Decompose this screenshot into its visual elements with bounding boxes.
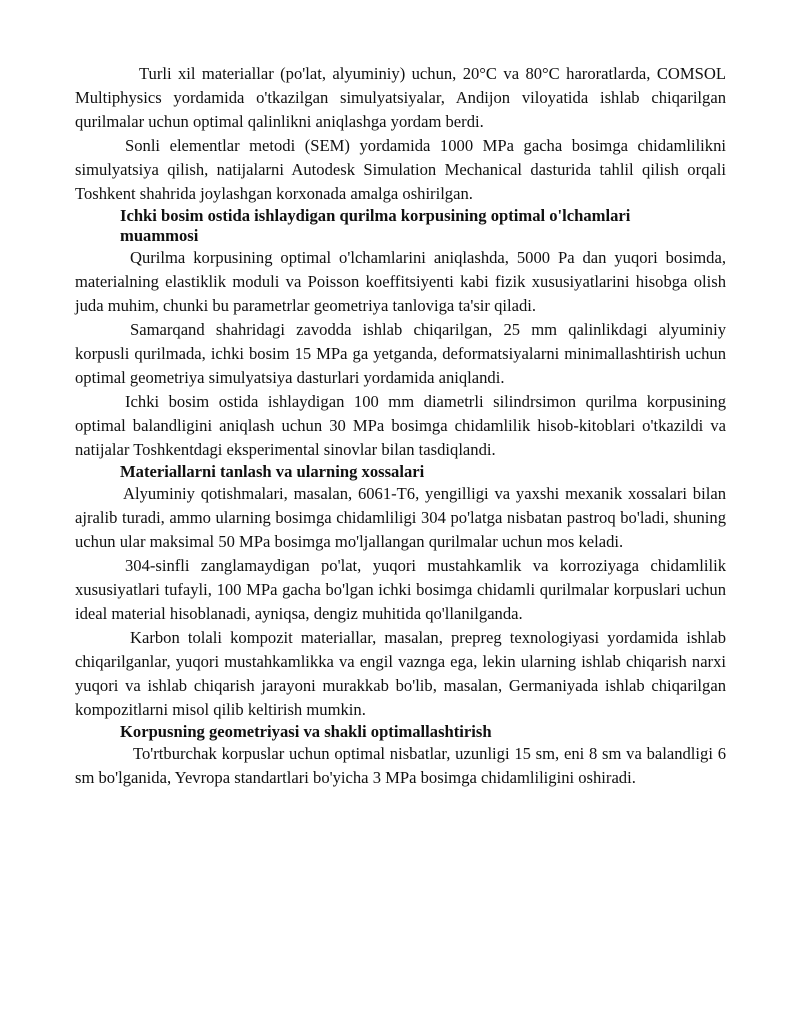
paragraph-simulation-comsol: Turli xil materiallar (po'lat, alyuminiy) uchun, 20°C va 80°C haroratlarda, COMSOL Multiphysics yordamida o'tkazilgan simulyatsiyalar, Andijon viloyatida ishlab chiqarilgan qurilmalar uchun optimal qalinlikni aniqlashga yordam berdi. [75, 64, 726, 131]
paragraph-fem-simulation: Sonli elementlar metodi (SEM) yordamida 1000 MPa gacha bosimga chidamlilikni simulyatsiya qilish, natijalarni Autodesk Simulation Mechanical dasturida tahlil qilish orqali Toshkent shahrida joylashgan korxonada amalga oshirilgan. [75, 136, 726, 203]
paragraph-cylindrical-housing: Ichki bosim ostida ishlaydigan 100 mm diametrli silindrsimon qurilma korpusining optimal balandligini aniqlash uchun 30 MPa bosimga chidamlilik hisob-kitoblari o'tkazildi va natijalar Toshkentdagi eksperimental sinovlar bilan tasdiqlandi. [75, 392, 726, 459]
section-heading-material-selection: Materiallarni tanlash va ularning xossalari [120, 462, 425, 481]
paragraph-elastic-properties: Qurilma korpusining optimal o'lchamlarini aniqlashda, 5000 Pa dan yuqori bosimda, materialning elastiklik moduli va Poisson koeffitsiyenti kabi fizik xususiyatlarini hisobga olish juda muhim, chunki bu parametrlar geometriya tanloviga ta'sir qiladi. [75, 248, 726, 315]
section-heading-optimal-dimensions: Ichki bosim ostida ishlaydigan qurilma korpusining optimal o'lchamlari muammosi [120, 206, 631, 245]
paragraph-carbon-composites: Karbon tolali kompozit materiallar, masalan, prepreg texnologiyasi yordamida ishlab chiqarilganlar, yuqori mustahkamlikka va engil vaznga ega, lekin ularning ishlab chiqarish narxi yuqori va ishlab chiqarish jarayoni murakkab bo'lib, masalan, Germaniyada ishlab chiqarilgan kompozitlarni misol qilib keltirish mumkin. [75, 628, 726, 719]
paragraph-aluminium-alloys: Alyuminiy qotishmalari, masalan, 6061-T6, yengilligi va yaxshi mexanik xossalari bilan ajralib turadi, ammo ularning bosimga chidamliligi 304 po'latga nisbatan pastroq bo'ladi, shuning uchun ular maksimal 50 MPa bosimga mo'ljallangan qurilmalar uchun mos keladi. [75, 484, 726, 551]
paragraph-rectangular-housing: To'rtburchak korpuslar uchun optimal nisbatlar, uzunligi 15 sm, eni 8 sm va balandligi 6 sm bo'lganida, Yevropa standartlari bo'yicha 3 MPa bosimga chidamliligini oshiradi. [75, 744, 726, 787]
section-heading-geometry-optimization: Korpusning geometriyasi va shakli optimallashtirish [120, 722, 492, 741]
paragraph-samarqand-plant: Samarqand shahridagi zavodda ishlab chiqarilgan, 25 mm qalinlikdagi alyuminiy korpusli qurilmada, ichki bosim 15 MPa ga yetganda, deformatsiyalarni minimallashtirish uchun optimal geometriya simulyatsiya dasturlari yordamida aniqlandi. [75, 320, 726, 387]
paragraph-stainless-steel: 304-sinfli zanglamaydigan po'lat, yuqori mustahkamlik va korroziyaga chidamlilik xususiyatlari tufayli, 100 MPa gacha bo'lgan ichki bosimga chidamli qurilmalar korpuslari uchun ideal material hisoblanadi, ayniqsa, dengiz muhitida qo'llanilganda. [75, 556, 726, 623]
document-page [75, 62, 726, 790]
